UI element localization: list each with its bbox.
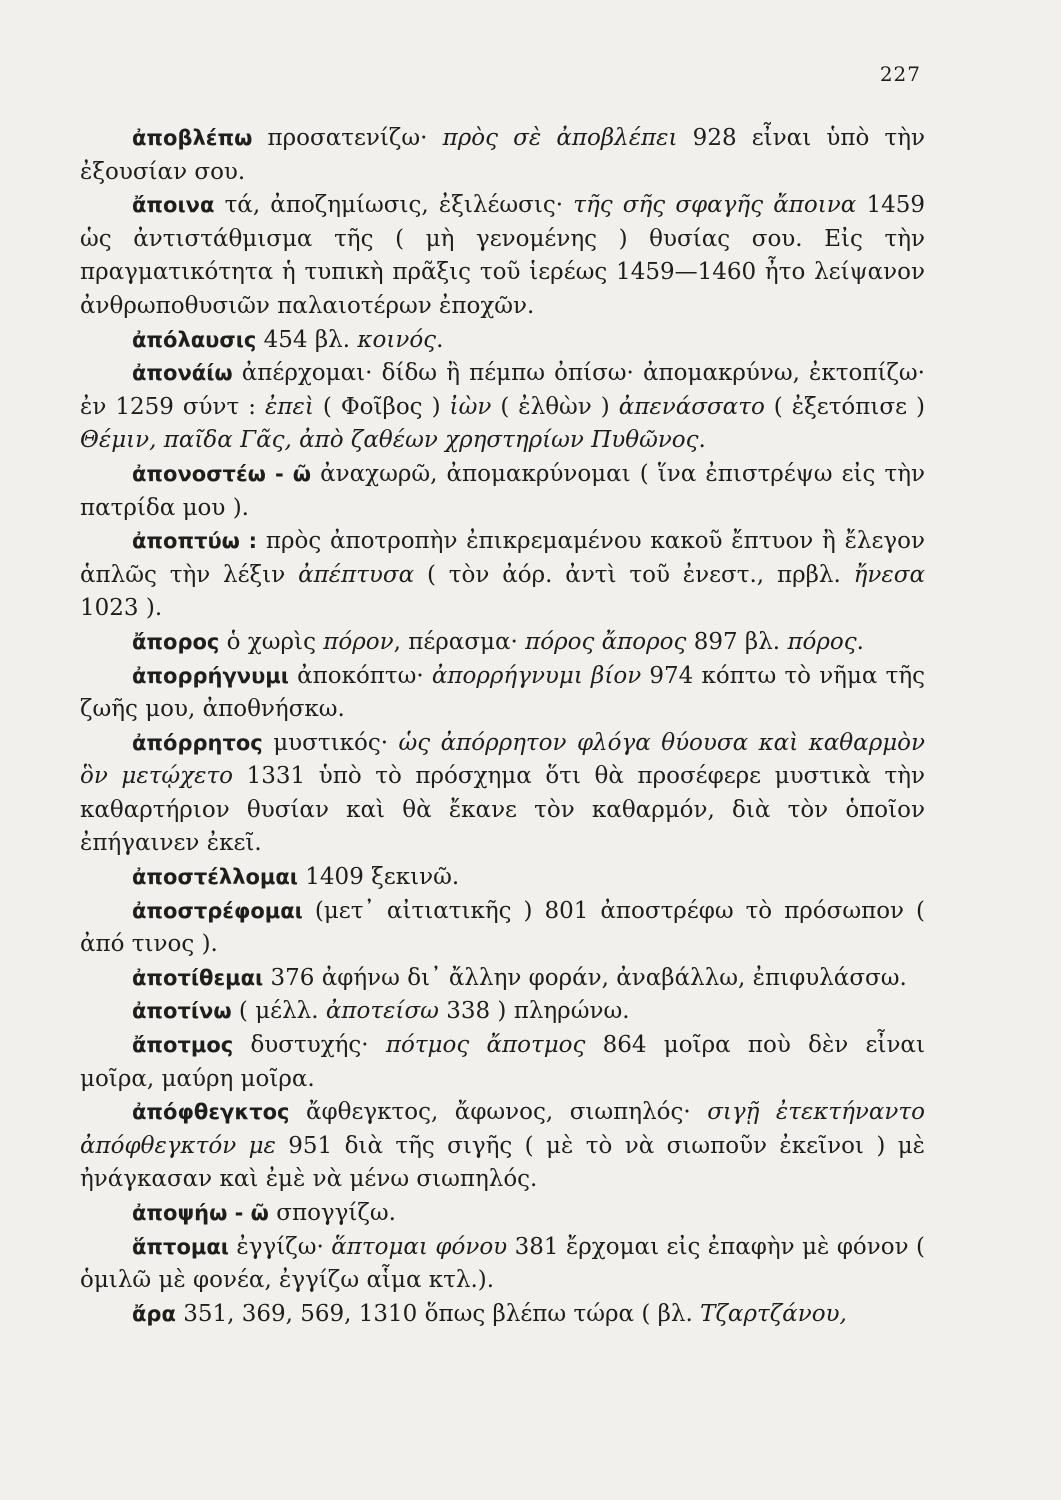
glossary-entry: ἀποψήω - ῶ σπογγίζω. xyxy=(132,1200,396,1226)
glossary-entry: ἀπονοστέω - ῶ ἀναχωρῶ, ἀπομακρύνομαι ( ἵνα ἐπιστρέψω εἰς τὴν πατρίδα μου ). xyxy=(80,460,925,521)
entry-lemma: ἀπορρήγνυμι xyxy=(132,663,289,688)
glossary-entry: ἀποπτύω : πρὸς ἀποτροπὴν ἐπικρεμαμένου κακοῦ ἔπτυον ἢ ἔλεγον ἁπλῶς τὴν λέξιν ἀπέπτυσα ( τὸν ἀόρ. ἀντὶ τοῦ ἐνεστ., πρβλ. ἤνεσα 1023 ). xyxy=(80,528,925,622)
entry-lemma: ἀπόφθεγκτος xyxy=(132,1100,290,1125)
glossary-entry: ἀπόφθεγκτος ἄφθεγκτος, ἄφωνος, σιωπηλός· σιγῇ ἐτεκτήναντο ἀπόφθεγκτόν με 951 διὰ τῆς σιγῆς ( μὲ τὸ νὰ σιωποῦν ἐκεῖνοι ) μὲ ἠνάγκασαν καὶ ἐμὲ νὰ μένω σιωπηλός. xyxy=(80,1099,925,1193)
glossary-entry: ἀποστέλλομαι 1409 ξεκινῶ. xyxy=(132,864,460,891)
glossary-entry: ἀπορρήγνυμι ἀποκόπτω· ἀπορρήγνυμι βίον 974 κόπτω τὸ νῆμα τῆς ζωῆς μου, ἀποθνήσκω. xyxy=(80,662,925,723)
entry-lemma: ἀποτίνω xyxy=(132,999,232,1024)
glossary-entries xyxy=(80,122,925,1331)
entry-lemma: ἄποτμος xyxy=(132,1033,234,1058)
entry-lemma: ἄποινα xyxy=(132,193,215,218)
glossary-entry: ἅπτομαι ἐγγίζω· ἅπτομαι φόνου 381 ἔρχομαι εἰς ἐπαφὴν μὲ φόνον ( ὁμιλῶ μὲ φονέα, ἐγγίζω αἷμα κτλ.). xyxy=(80,1233,926,1294)
entry-lemma: ἅπτομαι xyxy=(132,1234,229,1259)
entry-lemma: ἀπονοστέω - ῶ xyxy=(132,461,312,486)
entry-lemma: ἀποπτύω : xyxy=(132,529,258,554)
glossary-entry: ἄποτμος δυστυχής· πότμος ἄποτμος 864 μοῖρα ποὺ δὲν εἶναι μοῖρα, μαύρη μοῖρα. xyxy=(80,1032,925,1092)
glossary-entry: ἀποστρέφομαι (μετ᾽ αἰτιατικῆς ) 801 ἀποστρέφω τὸ πρόσωπον ( ἀπό τινος ). xyxy=(80,897,925,958)
entry-lemma: ἀποβλέπω xyxy=(132,126,253,150)
entry-lemma: ἀπόλαυσις xyxy=(132,327,257,352)
glossary-entry: ἄπορος ὁ χωρὶς πόρον, πέρασμα· πόρος ἄπορος 897 βλ. πόρος. xyxy=(132,628,864,655)
glossary-entry: ἀποβλέπω προσατενίζω· πρὸς σὲ ἀποβλέπει 928 εἶναι ὑπὸ τὴν ἐξουσίαν σου. xyxy=(80,125,925,185)
entry-lemma: ἀποτίθεμαι xyxy=(132,965,264,990)
entry-lemma: ἄρα xyxy=(132,1301,176,1326)
entry-lemma: ἀπονάίω xyxy=(132,361,233,386)
glossary-entry: ἀπόλαυσις 454 βλ. κοινός. xyxy=(132,326,444,353)
entry-lemma: ἀποστέλλομαι xyxy=(132,865,298,890)
glossary-entry: ἀποτίνω ( μέλλ. ἀποτείσω 338 ) πληρώνω. xyxy=(132,998,630,1025)
glossary-entry: ἄποινα τά, ἀποζημίωσις, ἐξιλέωσις· τῆς σῆς σφαγῆς ἄποινα 1459 ὡς ἀντιστάθμισμα τῆς ( μὴ γενομένης ) θυσίας σου. Εἰς τὴν πραγματικότητα ἡ τυπικὴ πρᾶξις τοῦ ἱερέως 1459—1460 ἦτο λείψανον ἀνθρωποθυσιῶν παλαιοτέρων ἐποχῶν. xyxy=(80,192,925,319)
page-number: 227 xyxy=(879,62,921,86)
glossary-entry: ἀπόρρητος μυστικός· ὡς ἀπόρρητον φλόγα θύουσα καὶ καθαρμὸν ὃν μετῴχετο 1331 ὑπὸ τὸ πρόσχημα ὅτι θὰ προσέφερε μυστικὰ τὴν καθαρτήριον θυσίαν καὶ θὰ ἔκανε τὸν καθαρμόν, διὰ τὸν ὁποῖον ἐπήγαινεν ἐκεῖ. xyxy=(80,729,925,857)
entry-lemma: ἀποστρέφομαι xyxy=(132,898,303,923)
glossary-entry: ἀποτίθεμαι 376 ἀφήνω δι᾽ ἄλλην φοράν, ἀναβάλλω, ἐπιφυλάσσω. xyxy=(132,964,907,991)
entry-lemma: ἄπορος xyxy=(132,629,220,654)
entry-lemma: ἀποψήω - ῶ xyxy=(132,1201,269,1225)
glossary-entry: ἄρα 351, 369, 569, 1310 ὅπως βλέπω τώρα ( βλ. Τζαρτζάνου, xyxy=(132,1300,847,1327)
entry-lemma: ἀπόρρητος xyxy=(132,730,263,755)
glossary-entry: ἀπονάίω ἀπέρχομαι· δίδω ἢ πέμπω ὀπίσω· ἀπομακρύνω, ἐκτοπίζω· ἐν 1259 σύντ : ἐπεὶ ( Φοῖβος ) ἰὼν ( ἐλθὼν ) ἀπενάσσατο ( ἐξετόπισε ) Θέμιν, παῖδα Γᾶς, ἀπὸ ζαθέων χρηστηρίων Πυθῶνος. xyxy=(80,360,925,454)
